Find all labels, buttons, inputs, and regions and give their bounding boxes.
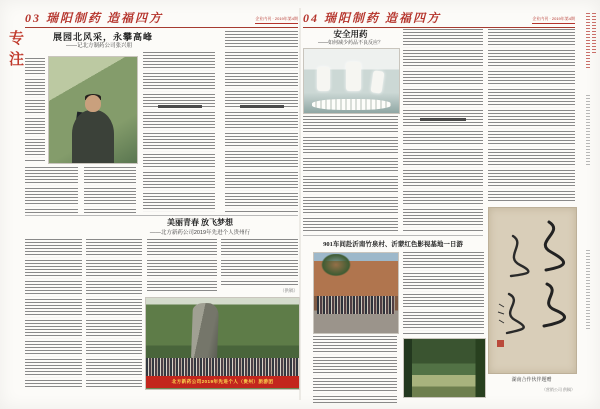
pile-of-pills: [312, 99, 392, 111]
feature-article-subtitle: ——北方新药公司2019年先进个人贵州行: [149, 230, 251, 236]
margin-vertical-text-sim: [586, 13, 590, 68]
medicine-bottle: [317, 67, 329, 91]
safety-article-headline: 安全用药: [333, 29, 368, 39]
medicine-bottle: [371, 70, 385, 93]
column-subhead-sim: [420, 118, 466, 121]
feature-article-headline: 美丽青春 放飞梦想: [167, 218, 233, 227]
text-column-sim: [147, 239, 217, 292]
lead-article-headline: 展园北风采，永攀高峰: [53, 32, 154, 42]
text-column-sim: [313, 336, 397, 404]
margin-vertical-text-sim: [586, 250, 590, 330]
text-column-sim: [25, 58, 45, 162]
text-column-sim: [403, 252, 484, 334]
calligraphy-credit: （营销公司 供稿）: [541, 387, 575, 392]
trip-group-photo: [313, 252, 399, 334]
text-column-sim: [225, 31, 298, 213]
monument-group-photo: [145, 297, 300, 390]
medicine-photo: [303, 48, 400, 114]
feature-credit: （供稿）: [280, 288, 298, 293]
red-banner: [146, 376, 299, 388]
text-column-sim: [303, 116, 398, 231]
text-column-sim: [86, 239, 142, 389]
text-column-sim: [25, 239, 82, 389]
text-column-sim: [488, 29, 575, 201]
medicine-bottle: [346, 62, 361, 91]
crowd-of-people: [146, 358, 299, 376]
portrait-photo: [48, 56, 138, 164]
red-seal: [497, 340, 504, 347]
section-divider: [303, 235, 483, 236]
margin-calligraphy-label: 专注: [7, 30, 23, 72]
left-page-header: [25, 9, 298, 28]
trip-article-headline: 901车间赴沂南竹泉村、沂蒙红色影视基地一日游: [323, 241, 463, 248]
text-column-sim: [221, 239, 298, 285]
stone-monument: [191, 303, 219, 360]
calligraphy-caption: 湖南合作伙伴题赠: [511, 377, 552, 383]
margin-vertical-text-sim: [586, 95, 590, 165]
calligraphy-strokes: [489, 208, 576, 373]
text-column-sim: [25, 167, 78, 213]
calligraphy-artwork: [488, 207, 577, 374]
safety-article-subtitle: ——如何减少药品不良反应？: [317, 40, 383, 46]
left-page-title: 03 瑞阳制药 造福四方: [25, 11, 164, 25]
text-column-sim: [84, 167, 136, 213]
right-page-title: 04 瑞阳制药 造福四方: [303, 11, 442, 25]
text-column-sim: [403, 29, 483, 231]
person-torso: [72, 110, 114, 163]
red-banner-text: 北方新药公司2019年先进个人（贵州）旅游团: [171, 379, 274, 385]
section-divider: [25, 215, 298, 216]
column-subhead-sim: [158, 105, 202, 108]
tree: [319, 254, 353, 278]
right-page-masthead: 企业内刊 · 2019年第4期: [532, 16, 575, 24]
left-page-masthead: 企业内刊 · 2019年第4期: [255, 16, 298, 24]
page-gutter: [299, 8, 301, 400]
right-page-header: [303, 9, 575, 28]
person-face: [85, 95, 101, 112]
lead-article-subtitle: ——记北方制药公司张兴朋: [66, 43, 133, 49]
river-canyon-photo: [403, 338, 486, 398]
text-column-sim: [143, 52, 215, 213]
crowd-of-people: [317, 296, 394, 314]
column-subhead-sim: [240, 105, 284, 108]
margin-vertical-text-sim: [592, 13, 596, 53]
